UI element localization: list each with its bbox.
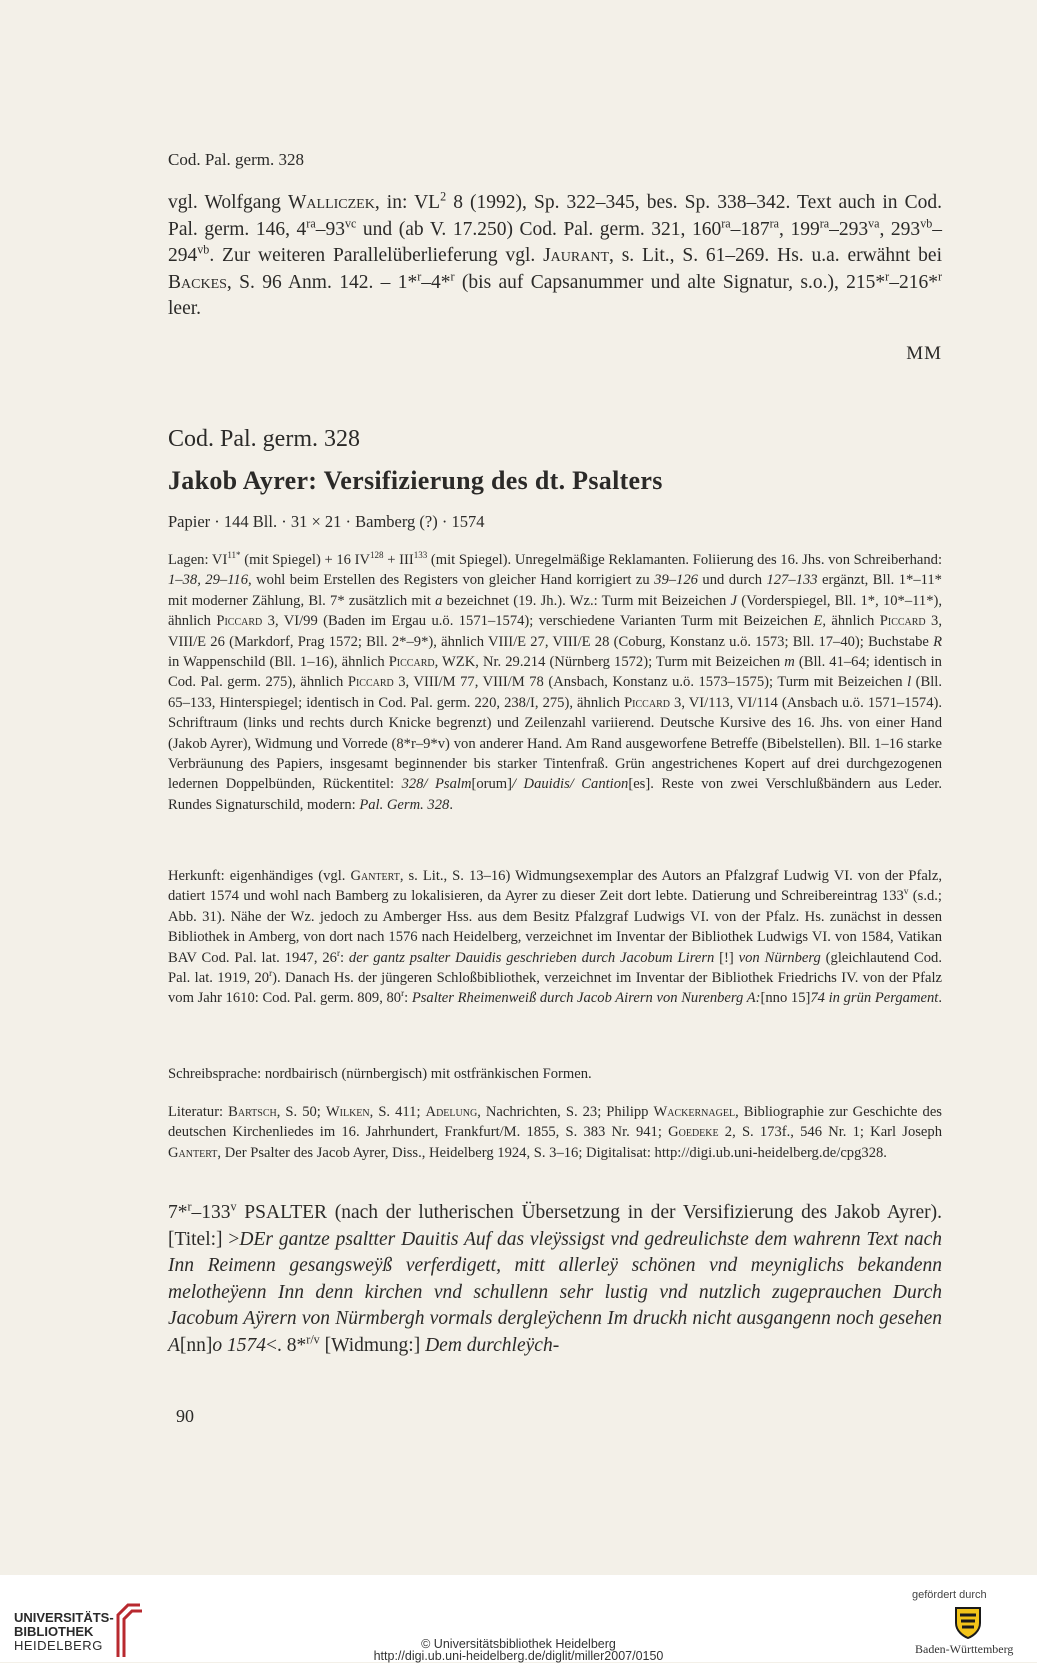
library-name-line2: BIBLIOTHEK bbox=[14, 1624, 94, 1639]
entry-meta: Papier · 144 Bll. · 31 × 21 · Bamberg (?) · 1574 bbox=[168, 512, 485, 531]
permalink[interactable]: http://digi.ub.uni-heidelberg.de/diglit/miller2007/0150 bbox=[373, 1649, 664, 1663]
previous-entry-text: vgl. Wolfgang Walliczek, in: $VL^2$ 8 (1992), Sp. 322–345, bes. Sp. 338–342. Text auch in Cod. Pal. germ. 146, $4^{ra}-93^{vc}$ und (ab V. 17.250) Cod. Pal. germ. 321, $160^{ra}-187^{ra}$, $199^{ra}-293^{va}$, $293^{vb}-294^{vb}$. Zur weiteren Parallelüberlieferung vgl. Jaurant, s. Lit., S. 61–269. Hs. u.a. erwähnt bei Backes, S. 96 Anm. 142. – 1*$^r$–4*$^r$ (bis auf Capsanummer und alte Signatur, s.o.), 215*$^r$–216*$^r$ leer. bbox=[168, 189, 943, 319]
entry-shelfmark: Cod. Pal. germ. 328 bbox=[168, 426, 360, 452]
library-name-line1: UNIVERSITÄTS- bbox=[14, 1610, 114, 1625]
funder-name: Baden-Württemberg bbox=[915, 1642, 1014, 1656]
funded-by-label: gefördert durch bbox=[912, 1589, 987, 1601]
language-paragraph: Schreibsprache: nordbairisch (nürnbergisch) mit ostfränkischen Formen. bbox=[168, 1066, 592, 1082]
entry-title: Jakob Ayrer: Versifizierung des dt. Psalters bbox=[168, 466, 663, 495]
provenance-paragraph: Herkunft: eigenhändiges (vgl. Gantert, s. Lit., S. 13–16) Widmungsexemplar des Autors an Pfalzgraf Ludwig VI. von der Pfalz, datiert 1574 und wohl nach Bamberg zu lokalisieren, da Ayrer zu dieser Zeit dort lebte. Datierung und Schreibereintrag 133$^v$ (s.d.; Abb. 31). Nähe der Wz. jedoch zu Amberger Hss. aus dem Besitz Pfalzgraf Ludwigs VI. von der Pfalz. Hs. zunächst in dessen Bibliothek in Amberg, von dort nach 1576 nach Heidelberg, verzeichnet im Inventar der Bibliothek Ludwigs VI. von 1584, Vatikan BAV Cod. Pal. lat. 1947, 26$^r$: der gantz psalter Dauidis geschrieben durch Jacobum Lirern [!] von Nürnberg (gleichlautend Cod. Pal. lat. 1919, 20$^r$). Danach Hs. der jüngeren Schloßbibliothek, verzeichnet im Inventar der Bibliothek Friedrichs IV. von der Pfalz vom Jahr 1610: Cod. Pal. germ. 809, 80$^r$: Psalter Rheimenweiß durch Jacob Airern von Nurenberg A:[nno 15]74 in grün Pergament. bbox=[168, 868, 943, 1007]
baden-wuerttemberg-crest-icon bbox=[953, 1605, 983, 1639]
viewer-footer bbox=[0, 1575, 1037, 1662]
library-name-line3: HEIDELBERG bbox=[14, 1638, 103, 1653]
author-initials: MM bbox=[906, 343, 942, 364]
copyright-text: © Universitätsbibliothek Heidelberg bbox=[421, 1637, 616, 1651]
content-paragraph: 7*$^r$–133$^v$ PSALTER (nach der lutherischen Übersetzung in der Versifizierung des Jakob Ayrer). [Titel:] >DEr gantze psaltter Dauitis Auf das vleÿssigst vnd gedreulichste dem wahrenn Text nach Inn Reimenn gesangsweÿß verferdigett, mitt allerleÿ schönen vnd meyniglichs bekandenn melotheÿenn Inn denn kirchen vnd schullenn sehr lustig vnd nutzlich zugeprauchen Durch Jacobum Aÿrern von Nürmbergh vormals dergleÿchenn Im druckh nicht ausgangenn noch gesehen A[nn]o 1574<. 8*$^{r/v}$ [Widmung:] Dem durchleÿch- bbox=[168, 1199, 942, 1356]
running-header: Cod. Pal. germ. 328 bbox=[168, 150, 304, 169]
literature-paragraph: Literatur: Bartsch, S. 50; Wilken, S. 411; Adelung, Nachrichten, S. 23; Philipp Wackernagel, Bibliographie zur Geschichte des deutschen Kirchenliedes im 16. Jahrhundert, Frankfurt/M. 1855, S. 383 Nr. 941; Goedeke 2, S. 173f., 546 Nr. 1; Karl Joseph Gantert, Der Psalter des Jacob Ayrer, Diss., Heidelberg 1924, S. 3–16; Digitalisat: http://digi.ub.uni-heidelberg.de/cpg328. bbox=[168, 1104, 942, 1161]
page-number: 90 bbox=[176, 1406, 194, 1426]
codicology-paragraph: Lagen: $VI^{11*}$ (mit Spiegel) + 16 $IV^{128} + III^{133}$ (mit Spiegel). Unregelmäßige Reklamanten. Foliierung des 16. Jhs. von Schreiberhand: 1–38, 29–116, wohl beim Erstellen des Registers von gleicher Hand korrigiert zu 39–126 und durch 127–133 ergänzt, Bll. 1*–11* mit moderner Zählung, Bl. 7* zusätzlich mit a bezeichnet (19. Jh.). Wz.: Turm mit Beizeichen J (Vorderspiegel, Bll. 1*, 10*–11*), ähnlich Piccard 3, VI/99 (Baden im Ergau u.ö. 1571–1574); verschiedene Varianten Turm mit Beizeichen E, ähnlich Piccard 3, VIII/E 26 (Markdorf, Prag 1572; Bll. 2*–9*), ähnlich VIII/E 27, VIII/E 28 (Coburg, Konstanz u.ö. 1573; Bll. 17–40); Buchstabe R in Wappenschild (Bll. 1–16), ähnlich Piccard, WZK, Nr. 29.214 (Nürnberg 1572); Turm mit Beizeichen m (Bll. 41–64; identisch in Cod. Pal. germ. 275), ähnlich Piccard 3, VIII/M 77, VIII/M 78 (Ansbach, Konstanz u.ö. 1573–1575); Turm mit Beizeichen l (Bll. 65–133, Hinterspiegel; identisch in Cod. Pal. germ. 220, 238/I, 275), ähnlich Piccard 3, VI/113, VI/114 (Ansbach u.ö. 1571–1574). Schriftraum (links und rechts durch Knicke begrenzt) und Zeilenzahl variierend. Deutsche Kursive des 16. Jhs. von einer Hand (Jakob Ayrer), Widmung und Vorrede (8*r–9*v) von anderer Hand. Am Rand ausgeworfene Betreffe (Bibelstellen). Bll. 1–16 starke Verbräunung des Papiers, insgesamt beginnender bis starker Tintenfraß. Grün angestrichenes Kopert auf drei durchgezogenen ledernen Doppelbünden, Rückentitel: 328/ Psalm[orum]/ Dauidis/ Cantion[es]. Reste von zwei Verschlußbändern aus Leder. Rundes Signaturschild, modern: Pal. Germ. 328. bbox=[168, 550, 942, 813]
